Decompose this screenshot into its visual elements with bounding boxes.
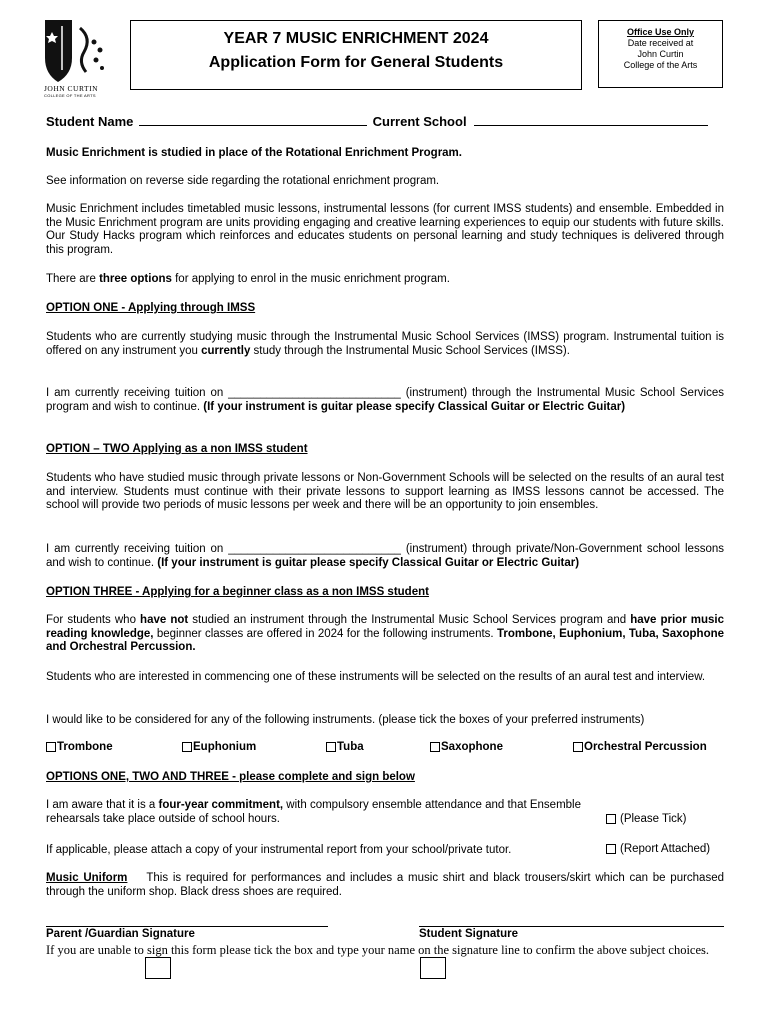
instrument-option-euphonium[interactable]: Euphonium	[182, 741, 256, 753]
all-options-heading: OPTIONS ONE, TWO AND THREE - please complete and sign below	[46, 771, 415, 783]
intro-see-info: See information on reverse side regarding the rotational enrichment program.	[46, 175, 440, 187]
checkbox[interactable]	[326, 742, 336, 752]
current-school-label: Current School	[372, 114, 467, 129]
instrument-option-tuba[interactable]: Tuba	[326, 741, 364, 753]
student-unable-sign-box[interactable]	[420, 957, 446, 979]
signature-note: If you are unable to sign this form please tick the box and type your name on the signature line to confirm the above subject choices.	[46, 943, 710, 957]
option-two-tuition: I am currently receiving tuition on ___________________________ (instrument) through private/Non-Government school lessons and wish to continue. (If your instrument is guitar please specify Classical Guitar or Electric Guitar)	[46, 543, 724, 569]
option-one-heading: OPTION ONE - Applying through IMSS	[46, 302, 256, 314]
student-name-field[interactable]	[139, 114, 367, 126]
office-use-line: John Curtin	[637, 49, 684, 59]
student-signature-line[interactable]	[419, 926, 724, 927]
student-name-label: Student Name	[46, 114, 134, 129]
current-school-field[interactable]	[474, 114, 708, 126]
intro-options-line: There are three options for applying to enrol in the music enrichment program.	[46, 273, 450, 285]
option-three-paragraph-3: I would like to be considered for any of the following instruments. (please tick the boxes of your preferred instruments)	[46, 714, 645, 726]
checkbox[interactable]	[46, 742, 56, 752]
checkbox[interactable]	[606, 814, 616, 824]
office-use-line: Date received at	[627, 38, 694, 48]
option-three-paragraph-1: For students who have not studied an instrument through the Instrumental Music School Services program and have prior music reading knowledge, beginner classes are offered in 2024 for the following instruments. Trombone, Euphonium, Tuba, Saxophone and Orchestral Percussion.	[46, 614, 725, 653]
logo-subtext: COLLEGE OF THE ARTS	[44, 93, 96, 98]
student-info-line	[46, 114, 724, 129]
music-uniform-paragraph: Music Uniform This is required for performances and includes a music shirt and black trousers/skirt which can be purchased through the uniform shop. Black dress shoes are required.	[46, 872, 724, 898]
report-tick[interactable]: (Report Attached)	[606, 843, 710, 855]
parent-signature-line[interactable]	[46, 926, 328, 927]
intro-bold-line: Music Enrichment is studied in place of the Rotational Enrichment Program.	[46, 147, 462, 159]
office-use-box	[598, 20, 723, 88]
student-signature-label: Student Signature	[419, 928, 519, 940]
option-two-paragraph: Students who have studied music through private lessons or Non-Government Schools will be selected on the results of an aural test and interview. Students must continue with their private lessons to support learning as IMSS lessons cannot be accessed. The school will provide two periods of music lessons per week and there will be an opportunity to join ensembles.	[46, 472, 724, 511]
parent-signature-label: Parent /Guardian Signature	[46, 928, 195, 940]
logo-text: JOHN CURTIN	[44, 84, 99, 93]
instrument-checkbox-row	[46, 741, 724, 757]
option-one-paragraph: Students who are currently studying music through the Instrumental Music School Services (IMSS) program. Instrumental tuition is offered on any instrument you currently study through the Instrumental Music School Services (IMSS).	[46, 331, 724, 357]
checkbox[interactable]	[573, 742, 583, 752]
option-three-heading: OPTION THREE - Applying for a beginner class as a non IMSS student	[46, 586, 429, 598]
commitment-statement: I am aware that it is a four-year commitment, with compulsory ensemble attendance and that Ensemble rehearsals take place outside of school hours.	[46, 799, 582, 825]
commitment-tick[interactable]: (Please Tick)	[606, 813, 686, 825]
office-use-line: College of the Arts	[623, 60, 698, 70]
parent-unable-sign-box[interactable]	[145, 957, 171, 979]
option-two-heading: OPTION – TWO Applying as a non IMSS student	[46, 443, 308, 455]
form-title: YEAR 7 MUSIC ENRICHMENT 2024	[223, 30, 489, 47]
report-statement: If applicable, please attach a copy of your instrumental report from your school/private tutor.	[46, 844, 512, 856]
office-use-title: Office Use Only	[626, 27, 695, 37]
instrument-option-trombone[interactable]: Trombone	[46, 741, 113, 753]
title-box	[130, 20, 582, 90]
checkbox[interactable]	[430, 742, 440, 752]
checkbox[interactable]	[606, 844, 616, 854]
intro-description: Music Enrichment includes timetabled music lessons, instrumental lessons (for current IMSS students) and ensemble. Embedded in the Music Enrichment program are units providing engaging and creative learning experiences to equip our students with future skills. Our Study Hacks program which reinforces and educates students on personal learning and study techniques is delivered through this program.	[46, 203, 724, 256]
checkbox[interactable]	[182, 742, 192, 752]
instrument-option-saxophone[interactable]: Saxophone	[430, 741, 503, 753]
option-three-paragraph-2: Students who are interested in commencing one of these instruments will be selected on the results of an aural test and interview.	[46, 671, 706, 683]
form-subtitle: Application Form for General Students	[208, 54, 504, 71]
instrument-option-orchestral-percussion[interactable]: Orchestral Percussion	[573, 741, 707, 753]
option-one-tuition: I am currently receiving tuition on ___________________________ (instrument) through the Instrumental Music School Services program and wish to continue. (If your instrument is guitar please specify Classical Guitar or Electric Guitar)	[46, 387, 724, 413]
